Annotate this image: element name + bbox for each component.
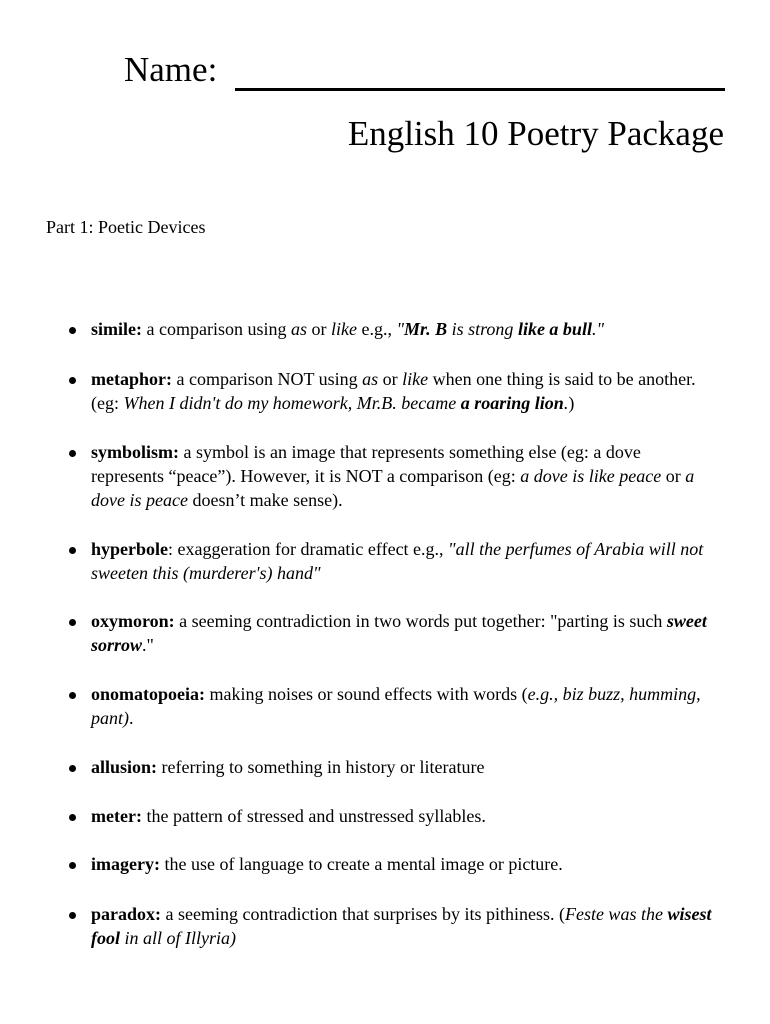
- definition-text-run: : exaggeration for dramatic effect e.g.,: [168, 539, 449, 559]
- device-item-hyperbole: [91, 537, 716, 585]
- device-item-simile: [91, 317, 716, 341]
- section-heading: Part 1: Poetic Devices: [46, 217, 206, 237]
- definition-text-run: referring to something in history or literature: [157, 757, 485, 777]
- device-term: oxymoron:: [91, 611, 175, 631]
- definition-text-run: when one thing is said to be another. (eg:: [91, 369, 696, 413]
- definition-text-run: the use of language to create a mental image or picture.: [159, 854, 563, 874]
- device-definition: [91, 369, 696, 413]
- device-term: allusion:: [91, 757, 158, 777]
- device-definition: [142, 319, 604, 339]
- definition-text-run: e.g., biz buzz, humming, pant): [91, 684, 701, 728]
- definition-text-run: in all of Illyria): [120, 928, 236, 948]
- bullet-icon: [69, 862, 76, 869]
- device-item-onomatopoeia: [91, 682, 716, 730]
- device-item-symbolism: [91, 440, 716, 512]
- definition-text-run: a comparison NOT using: [171, 369, 363, 389]
- definition-text-run: .: [129, 708, 134, 728]
- definition-text-run: .": [142, 635, 154, 655]
- device-item-imagery: [91, 852, 716, 876]
- bullet-icon: [69, 692, 76, 699]
- device-term: paradox:: [91, 904, 162, 924]
- definition-text-run: a comparison using: [142, 319, 291, 339]
- device-term: meter:: [91, 806, 142, 826]
- definition-text-run: like: [331, 319, 357, 339]
- definition-text-run: making noises or sound effects with words (: [205, 684, 528, 704]
- device-term: onomatopoeia:: [91, 684, 205, 704]
- bullet-icon: [69, 547, 76, 554]
- definition-text-run: the pattern of stressed and unstressed syllables.: [141, 806, 486, 826]
- bullet-icon: [69, 912, 76, 919]
- bullet-icon: [69, 765, 76, 772]
- name-label: Name:: [124, 50, 218, 89]
- definition-text-run: a seeming contradiction in two words put together: "parting is such: [174, 611, 667, 631]
- definition-text-run: as: [290, 319, 307, 339]
- device-item-meter: [91, 804, 716, 828]
- device-definition: [91, 442, 694, 510]
- device-item-paradox: [91, 902, 716, 950]
- definition-text-run: as: [362, 369, 379, 389]
- definition-text-run: like: [402, 369, 429, 389]
- bullet-icon: [69, 814, 76, 821]
- definition-text-run: e.g.,: [356, 319, 397, 339]
- definition-text-run: or: [378, 369, 403, 389]
- device-term: simile:: [91, 319, 142, 339]
- device-definition: [91, 611, 707, 655]
- definition-text-run: .: [563, 393, 569, 413]
- definition-text-run: or: [307, 319, 331, 339]
- definition-text-run: is strong: [447, 319, 518, 339]
- definition-text-run: .": [591, 319, 605, 339]
- device-term: symbolism:: [91, 442, 180, 462]
- definition-text-run: a symbol is an image that represents something else (eg: a dove represents “peace”). However, it is NOT a comparison (eg:: [91, 442, 641, 486]
- definition-text-run: ": [396, 319, 405, 339]
- bullet-icon: [69, 619, 76, 626]
- device-definition: [91, 904, 711, 948]
- definition-text-run: a roaring lion: [460, 393, 564, 413]
- device-definition: [157, 757, 484, 777]
- definition-text-run: doesn’t make sense).: [187, 490, 343, 510]
- name-blank-line: [235, 88, 725, 91]
- definition-text-run: a dove is peace: [91, 466, 695, 510]
- definition-text-run: or: [661, 466, 686, 486]
- device-term: hyperbole: [91, 539, 169, 559]
- definition-text-run: ): [568, 393, 575, 413]
- device-term: metaphor:: [91, 369, 172, 389]
- definition-text-run: Feste was the: [564, 904, 668, 924]
- definition-text-run: Mr. B: [404, 319, 448, 339]
- device-definition: [142, 806, 486, 826]
- definition-text-run: like a bull: [517, 319, 592, 339]
- bullet-icon: [69, 377, 76, 384]
- bullet-icon: [69, 327, 76, 334]
- definition-text-run: "all the perfumes of Arabia will not sweeten this (murderer's) hand": [91, 539, 704, 583]
- definition-text-run: a seeming contradiction that surprises by its pithiness. (: [161, 904, 565, 924]
- page-title: English 10 Poetry Package: [347, 114, 724, 153]
- definition-text-run: When I didn't do my homework, Mr.B. became: [123, 393, 461, 413]
- device-definition: [91, 539, 703, 583]
- device-item-metaphor: [91, 367, 716, 415]
- device-item-allusion: [91, 755, 716, 779]
- device-definition: [160, 854, 563, 874]
- definition-text-run: a dove is like peace: [520, 466, 662, 486]
- definition-text-run: sweet sorrow: [91, 611, 707, 655]
- bullet-icon: [69, 450, 76, 457]
- device-item-oxymoron: [91, 609, 716, 657]
- definition-text-run: wisest fool: [91, 904, 712, 948]
- device-term: imagery:: [91, 854, 160, 874]
